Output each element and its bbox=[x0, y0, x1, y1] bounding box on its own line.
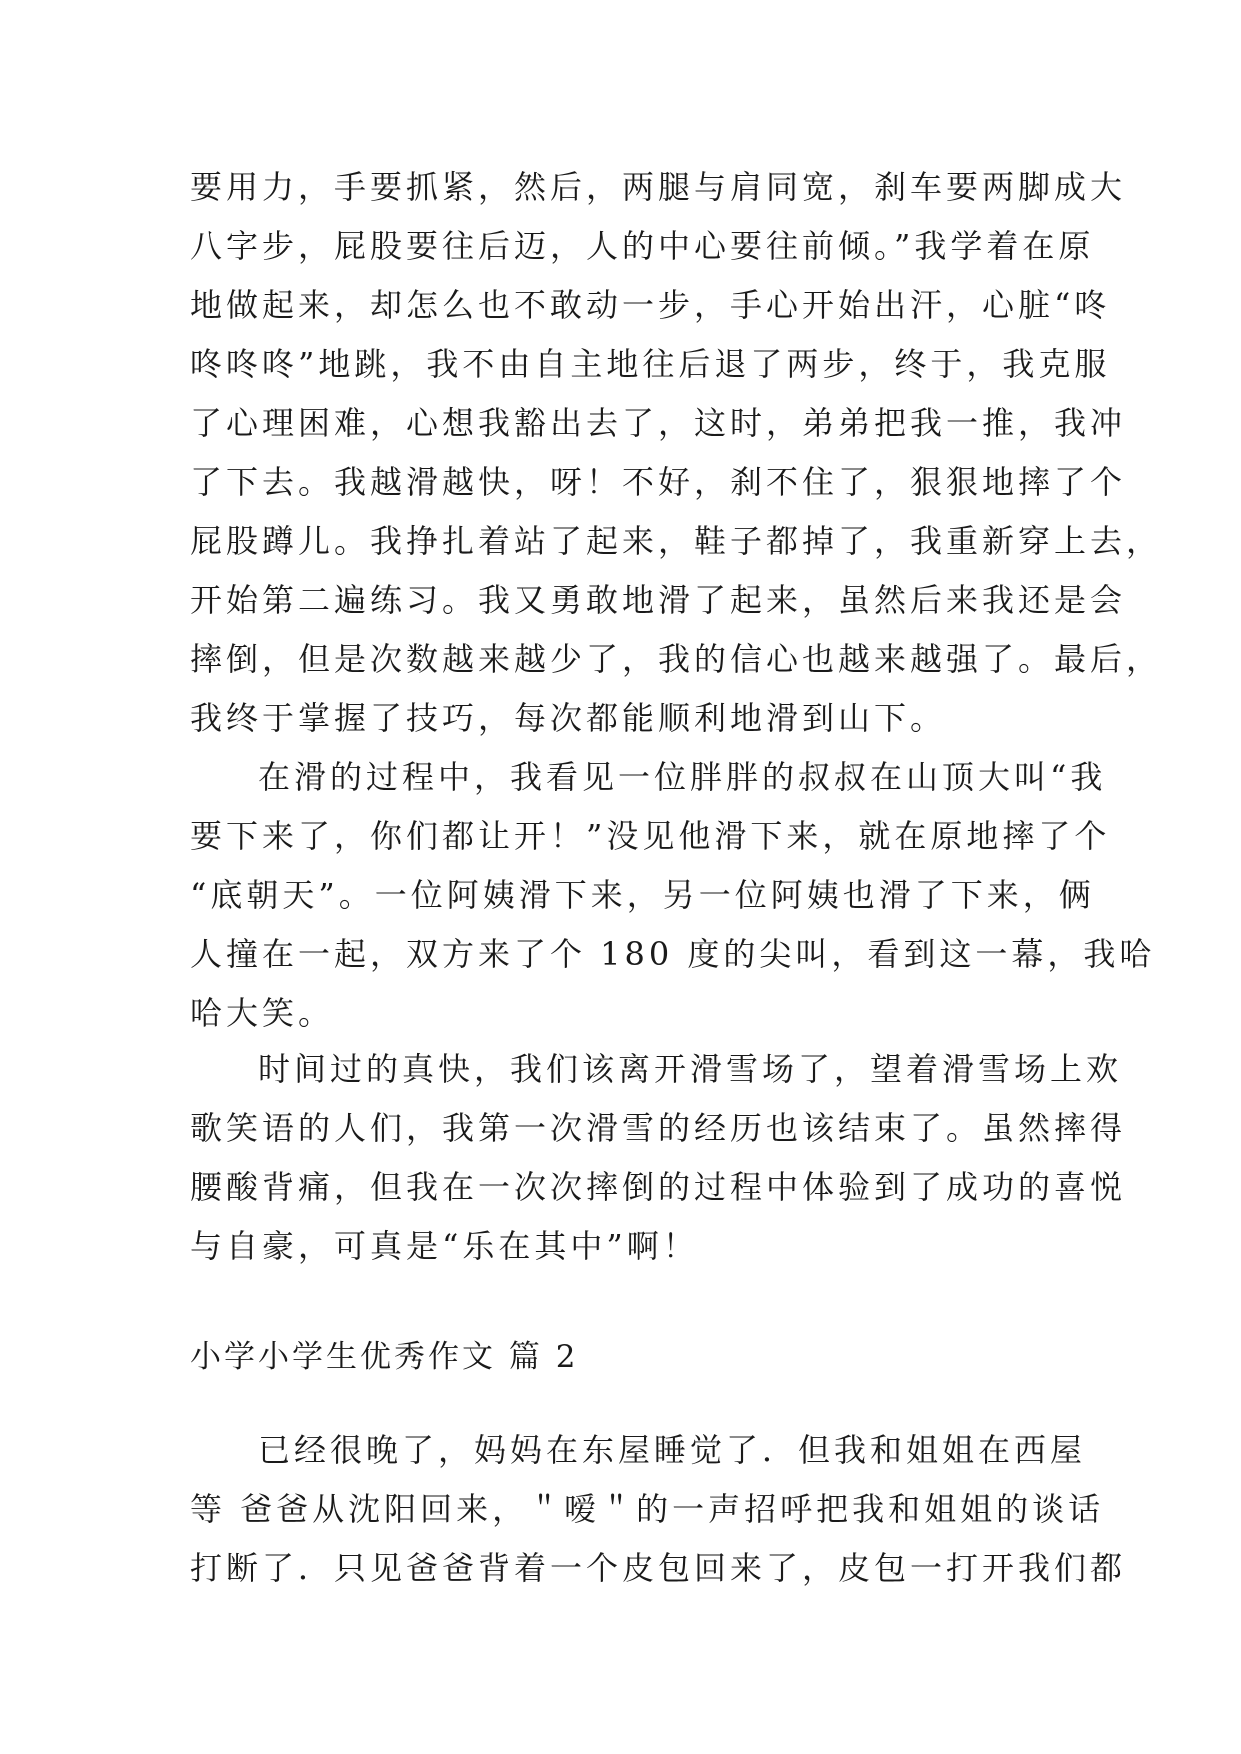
text-line: 地做起来，却怎么也不敢动一步，手心开始出汗，心脏“咚 bbox=[190, 286, 1111, 324]
text-line: “底朝天”。一位阿姨滑下来，另一位阿姨也滑了下来，俩 bbox=[190, 876, 1095, 914]
paragraph-conclusion bbox=[190, 1040, 1127, 1276]
text-line: 在滑的过程中，我看见一位胖胖的叔叔在山顶大叫“我 bbox=[258, 758, 1107, 796]
section-title: 小学小学生优秀作文 篇 2 bbox=[190, 1339, 579, 1375]
text-line: 人撞在一起，双方来了个 180 度的尖叫，看到这一幕，我哈 bbox=[190, 935, 1156, 973]
text-line: 与自豪，可真是“乐在其中”啊！ bbox=[190, 1227, 699, 1265]
text-line: 摔倒，但是次数越来越少了，我的信心也越来越强了。最后， bbox=[190, 640, 1163, 678]
text-line: 腰酸背痛，但我在一次次摔倒的过程中体验到了成功的喜悦 bbox=[190, 1168, 1127, 1206]
text-line: 要下来了，你们都让开！”没见他滑下来，就在原地摔了个 bbox=[190, 817, 1111, 855]
text-line: 了心理困难，心想我豁出去了，这时，弟弟把我一推，我冲 bbox=[190, 404, 1127, 442]
text-line: 歌笑语的人们，我第一次滑雪的经历也该结束了。虽然摔得 bbox=[190, 1109, 1127, 1147]
paragraph-section-2-intro bbox=[190, 1421, 1127, 1598]
section-heading bbox=[190, 1328, 1050, 1387]
text-line: 要用力，手要抓紧，然后，两腿与肩同宽，刹车要两脚成大 bbox=[190, 168, 1127, 206]
text-line: 我终于掌握了技巧，每次都能顺利地滑到山下。 bbox=[190, 699, 947, 737]
text-line: 开始第二遍练习。我又勇敢地滑了起来，虽然后来我还是会 bbox=[190, 581, 1127, 619]
text-line: 咚咚咚”地跳，我不由自主地往后退了两步，终于，我克服 bbox=[190, 345, 1111, 383]
text-line: 时间过的真快，我们该离开滑雪场了，望着滑雪场上欢 bbox=[258, 1050, 1123, 1088]
text-line: 屁股蹲儿。我挣扎着站了起来，鞋子都掉了，我重新穿上去， bbox=[190, 522, 1163, 560]
text-line: 哈大笑。 bbox=[190, 994, 335, 1032]
text-line: 了下去。我越滑越快，呀！不好，刹不住了，狠狠地摔了个 bbox=[190, 463, 1127, 501]
text-line: 打断了．只见爸爸背着一个皮包回来了，皮包一打开我们都 bbox=[190, 1549, 1127, 1587]
text-line: 八字步，屁股要往后迈，人的中心要往前倾。”我学着在原 bbox=[190, 227, 1095, 265]
paragraph-skiing-practice bbox=[190, 158, 1163, 748]
paragraph-funny-scene bbox=[190, 748, 1156, 1043]
text-line: 等 爸爸从沈阳回来，＂嗳＂的一声招呼把我和姐姐的谈话 bbox=[190, 1490, 1105, 1528]
text-line: 已经很晚了，妈妈在东屋睡觉了．但我和姐姐在西屋 bbox=[258, 1431, 1087, 1469]
